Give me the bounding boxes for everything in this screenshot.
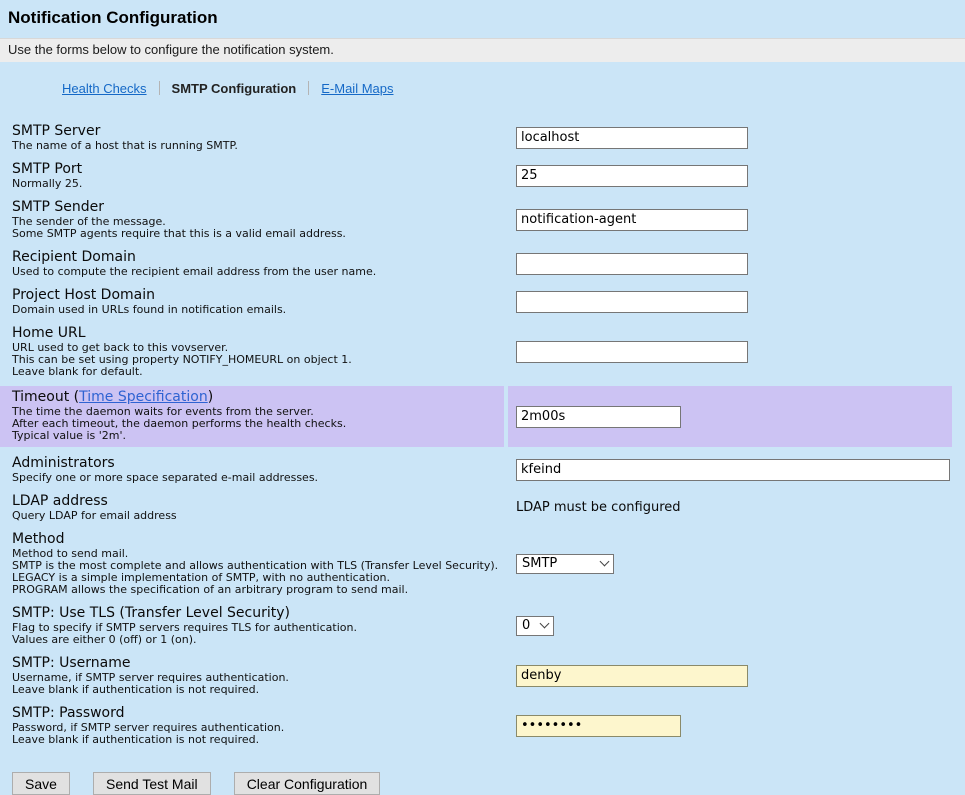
use-tls-select[interactable] xyxy=(516,616,554,636)
page-header xyxy=(0,0,965,38)
timeout-desc: The time the daemon waits for events from the server. xyxy=(12,405,314,418)
timeout-desc: Typical value is '2m'. xyxy=(12,429,126,442)
use-tls-desc: Values are either 0 (off) or 1 (on). xyxy=(12,633,197,646)
tab-email-maps[interactable]: E-Mail Maps xyxy=(321,80,394,96)
administrators-label: Administrators xyxy=(12,455,115,471)
method-select-value: SMTP xyxy=(522,556,558,571)
field-row-administrators xyxy=(0,454,965,485)
tab-bar xyxy=(62,79,965,97)
info-bar-text: Use the forms below to configure the notification system. xyxy=(8,42,334,57)
field-row-recipient-domain xyxy=(0,248,965,279)
send-test-mail-button[interactable]: Send Test Mail xyxy=(93,772,211,795)
smtp-username-desc: Leave blank if authentication is not required. xyxy=(12,683,260,696)
method-select[interactable] xyxy=(516,554,614,574)
field-row-smtp-server xyxy=(0,122,965,153)
field-row-project-host-domain xyxy=(0,286,965,317)
home-url-desc: Leave blank for default. xyxy=(12,365,143,378)
smtp-sender-desc: Some SMTP agents require that this is a valid email address. xyxy=(12,227,346,240)
use-tls-label: SMTP: Use TLS (Transfer Level Security) xyxy=(12,605,290,621)
recipient-domain-desc: Used to compute the recipient email address from the user name. xyxy=(12,265,377,278)
recipient-domain-label: Recipient Domain xyxy=(12,249,136,265)
ldap-address-desc: Query LDAP for email address xyxy=(12,509,177,522)
clear-configuration-button[interactable]: Clear Configuration xyxy=(234,772,381,795)
smtp-server-desc: The name of a host that is running SMTP. xyxy=(12,139,238,152)
timeout-input[interactable] xyxy=(516,406,681,428)
smtp-password-desc: Leave blank if authentication is not required. xyxy=(12,733,260,746)
tab-separator xyxy=(308,81,309,95)
save-button[interactable]: Save xyxy=(12,772,70,795)
smtp-password-input[interactable] xyxy=(516,715,681,737)
field-row-timeout xyxy=(0,386,965,447)
time-specification-link[interactable]: Time Specification xyxy=(79,389,208,405)
smtp-sender-input[interactable] xyxy=(516,209,748,231)
project-host-domain-label: Project Host Domain xyxy=(12,287,156,303)
method-desc: PROGRAM allows the specification of an arbitrary program to send mail. xyxy=(12,583,409,596)
method-label: Method xyxy=(12,531,65,547)
use-tls-desc: Flag to specify if SMTP servers requires TLS for authentication. xyxy=(12,621,357,634)
timeout-desc: After each timeout, the daemon performs the health checks. xyxy=(12,417,347,430)
smtp-username-input[interactable] xyxy=(516,665,748,687)
method-desc: SMTP is the most complete and allows authentication with TLS (Transfer Level Security). xyxy=(12,559,499,572)
smtp-port-input[interactable] xyxy=(516,165,748,187)
form-button-row xyxy=(12,772,965,795)
timeout-label: Timeout (Time Specification) xyxy=(12,389,214,405)
field-row-method xyxy=(0,530,965,597)
method-desc: Method to send mail. xyxy=(12,547,129,560)
smtp-configuration-form xyxy=(0,122,965,747)
page-title: Notification Configuration xyxy=(8,8,218,27)
home-url-desc: URL used to get back to this vovserver. xyxy=(12,341,229,354)
chevron-down-icon xyxy=(540,619,550,629)
smtp-port-desc: Normally 25. xyxy=(12,177,83,190)
recipient-domain-input[interactable] xyxy=(516,253,748,275)
ldap-status-text: LDAP must be configured xyxy=(516,500,681,515)
tab-separator xyxy=(159,81,160,95)
field-row-smtp-password xyxy=(0,704,965,747)
project-host-domain-desc: Domain used in URLs found in notification emails. xyxy=(12,303,287,316)
smtp-username-desc: Username, if SMTP server requires authentication. xyxy=(12,671,289,684)
administrators-desc: Specify one or more space separated e-mail addresses. xyxy=(12,471,319,484)
field-row-ldap-address xyxy=(0,492,965,523)
field-row-smtp-sender xyxy=(0,198,965,241)
smtp-username-label: SMTP: Username xyxy=(12,655,131,671)
home-url-label: Home URL xyxy=(12,325,86,341)
tab-health-checks[interactable]: Health Checks xyxy=(62,80,147,96)
home-url-desc: This can be set using property NOTIFY_HOMEURL on object 1. xyxy=(12,353,352,366)
ldap-address-label: LDAP address xyxy=(12,493,108,509)
administrators-input[interactable] xyxy=(516,459,950,481)
info-bar xyxy=(0,38,965,62)
use-tls-select-value: 0 xyxy=(522,618,531,633)
smtp-password-label: SMTP: Password xyxy=(12,705,125,721)
chevron-down-icon xyxy=(600,557,610,567)
field-row-home-url xyxy=(0,324,965,379)
field-row-use-tls xyxy=(0,604,965,647)
smtp-port-label: SMTP Port xyxy=(12,161,83,177)
smtp-server-input[interactable] xyxy=(516,127,748,149)
smtp-password-desc: Password, if SMTP server requires authentication. xyxy=(12,721,285,734)
smtp-sender-label: SMTP Sender xyxy=(12,199,105,215)
method-desc: LEGACY is a simple implementation of SMTP, with no authentication. xyxy=(12,571,391,584)
smtp-sender-desc: The sender of the message. xyxy=(12,215,166,228)
project-host-domain-input[interactable] xyxy=(516,291,748,313)
field-row-smtp-port xyxy=(0,160,965,191)
tab-smtp-configuration: SMTP Configuration xyxy=(171,80,297,96)
field-row-smtp-username xyxy=(0,654,965,697)
smtp-server-label: SMTP Server xyxy=(12,123,101,139)
home-url-input[interactable] xyxy=(516,341,748,363)
